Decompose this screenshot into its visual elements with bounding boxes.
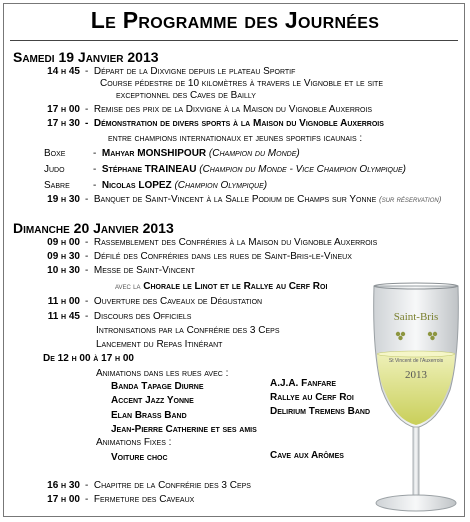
sun-time-4: 11 h 00 bbox=[47, 296, 80, 307]
sun-text-1: Rassemblement des Confréries à la Maison du Vignoble Auxerrois bbox=[93, 237, 378, 248]
mass-with bbox=[115, 281, 327, 293]
sun-text-5: Discours des Officiels bbox=[93, 311, 192, 322]
animation-left-1: Banda Tapage Diurne bbox=[111, 381, 204, 392]
athlete-name-2: Stéphane TRAINEAU bbox=[101, 164, 197, 175]
sat-text-1: Départ de la Dixvigne depuis le plateau Sportif bbox=[93, 66, 296, 77]
sun-cont-1: Intronisations par la Confrérie des 3 Ceps bbox=[96, 325, 280, 336]
sat-cont-3: entre champions internationaux et jeunes sportifs icaunais : bbox=[108, 133, 363, 144]
sun-time-5: 11 h 45 bbox=[47, 311, 80, 322]
saturday-heading: Samedi 19 Janvier 2013 bbox=[13, 49, 159, 65]
closing-time-2: 17 h 00 bbox=[47, 494, 80, 505]
banquet-text: Banquet de Saint-Vincent à la Salle Podium de Champs sur Yonne bbox=[93, 194, 377, 205]
sat-time-1: 14 h 45 bbox=[47, 66, 80, 77]
sun-time-1: 09 h 00 bbox=[47, 237, 80, 248]
sun-text-4: Ouverture des Caveaux de Dégustation bbox=[93, 296, 263, 307]
glass-line-2: St Vincent de l'Auxerrois bbox=[388, 358, 444, 364]
mass-with-text: Chorale le Linot et le Rallye au Cerf Roi bbox=[143, 281, 328, 292]
sport-label-3: Sabre bbox=[44, 180, 70, 191]
banquet-time: 19 h 30 bbox=[47, 194, 80, 205]
fixed-left: Voiture choc bbox=[111, 452, 168, 463]
sun-cont-2: Lancement du Repas Itinérant bbox=[96, 339, 223, 350]
glass-line-3: 2013 bbox=[405, 369, 427, 381]
animation-right-2: Rallye au Cerf Roi bbox=[270, 392, 354, 403]
title-underline bbox=[10, 40, 458, 41]
animation-right-3: Delirium Tremens Band bbox=[270, 406, 370, 417]
fixed-right: Cave aux Arômes bbox=[270, 450, 344, 461]
page-title: Le Programme des Journées bbox=[90, 7, 380, 33]
glass-line-1: Saint-Bris bbox=[393, 311, 439, 323]
closing-text-1: Chapitre de la Confrérie des 3 Ceps bbox=[93, 480, 251, 491]
animation-left-3: Elan Brass Band bbox=[111, 410, 187, 421]
athlete-name-3: Nicolas LOPEZ bbox=[101, 180, 172, 191]
mass-with-prefix: avec la bbox=[115, 282, 141, 291]
animation-right-1: A.J.A. Fanfare bbox=[270, 378, 337, 389]
afternoon-range: De 12 h 00 à 17 h 00 bbox=[43, 353, 134, 364]
sun-time-2: 09 h 30 bbox=[47, 251, 80, 262]
sat-time-2: 17 h 00 bbox=[47, 104, 80, 115]
sunday-heading: Dimanche 20 Janvier 2013 bbox=[13, 220, 174, 236]
sat-text-2: Remise des prix de la Dixvigne à la Maison du Vignoble Auxerrois bbox=[93, 104, 373, 115]
sat-cont-1: Course pédestre de 10 kilomètres à travers le Vignoble et le site bbox=[100, 78, 384, 89]
closing-text-2: Fermeture des Caveaux bbox=[93, 494, 195, 505]
sun-text-3: Messe de Saint-Vincent bbox=[93, 265, 195, 276]
animation-left-2: Accent Jazz Yonne bbox=[111, 395, 194, 406]
sport-label-2: Judo bbox=[44, 164, 65, 175]
animation-left-4: Jean-Pierre Catherine et ses amis bbox=[111, 424, 257, 435]
animations-label: Animations dans les rues avec : bbox=[96, 368, 229, 379]
sat-time-3: 17 h 30 bbox=[47, 118, 80, 129]
sport-label-1: Boxe bbox=[44, 148, 66, 159]
closing-time-1: 16 h 30 bbox=[47, 480, 80, 491]
athlete-note-1: (Champion du Monde) bbox=[208, 148, 300, 159]
wine-glass-icon bbox=[368, 282, 464, 518]
banquet-note: (sur réservation) bbox=[379, 195, 442, 204]
sun-time-3: 10 h 30 bbox=[47, 265, 80, 276]
athlete-note-2: (Champion du Monde - Vice Champion Olympique) bbox=[199, 164, 406, 175]
athlete-note-3: (Champion Olympique) bbox=[174, 180, 268, 191]
sat-cont-2: exceptionnel des Caves de Bailly bbox=[116, 90, 256, 101]
sat-text-3: Démonstration de divers sports à la Maison du Vignoble Auxerrois bbox=[93, 118, 384, 129]
athlete-name-1: Mahyar MONSHIPOUR bbox=[101, 148, 207, 159]
fixed-label: Animations Fixes : bbox=[96, 437, 172, 448]
sun-text-2: Défilé des Confréries dans les rues de Saint-Bris-le-Vineux bbox=[93, 251, 352, 262]
